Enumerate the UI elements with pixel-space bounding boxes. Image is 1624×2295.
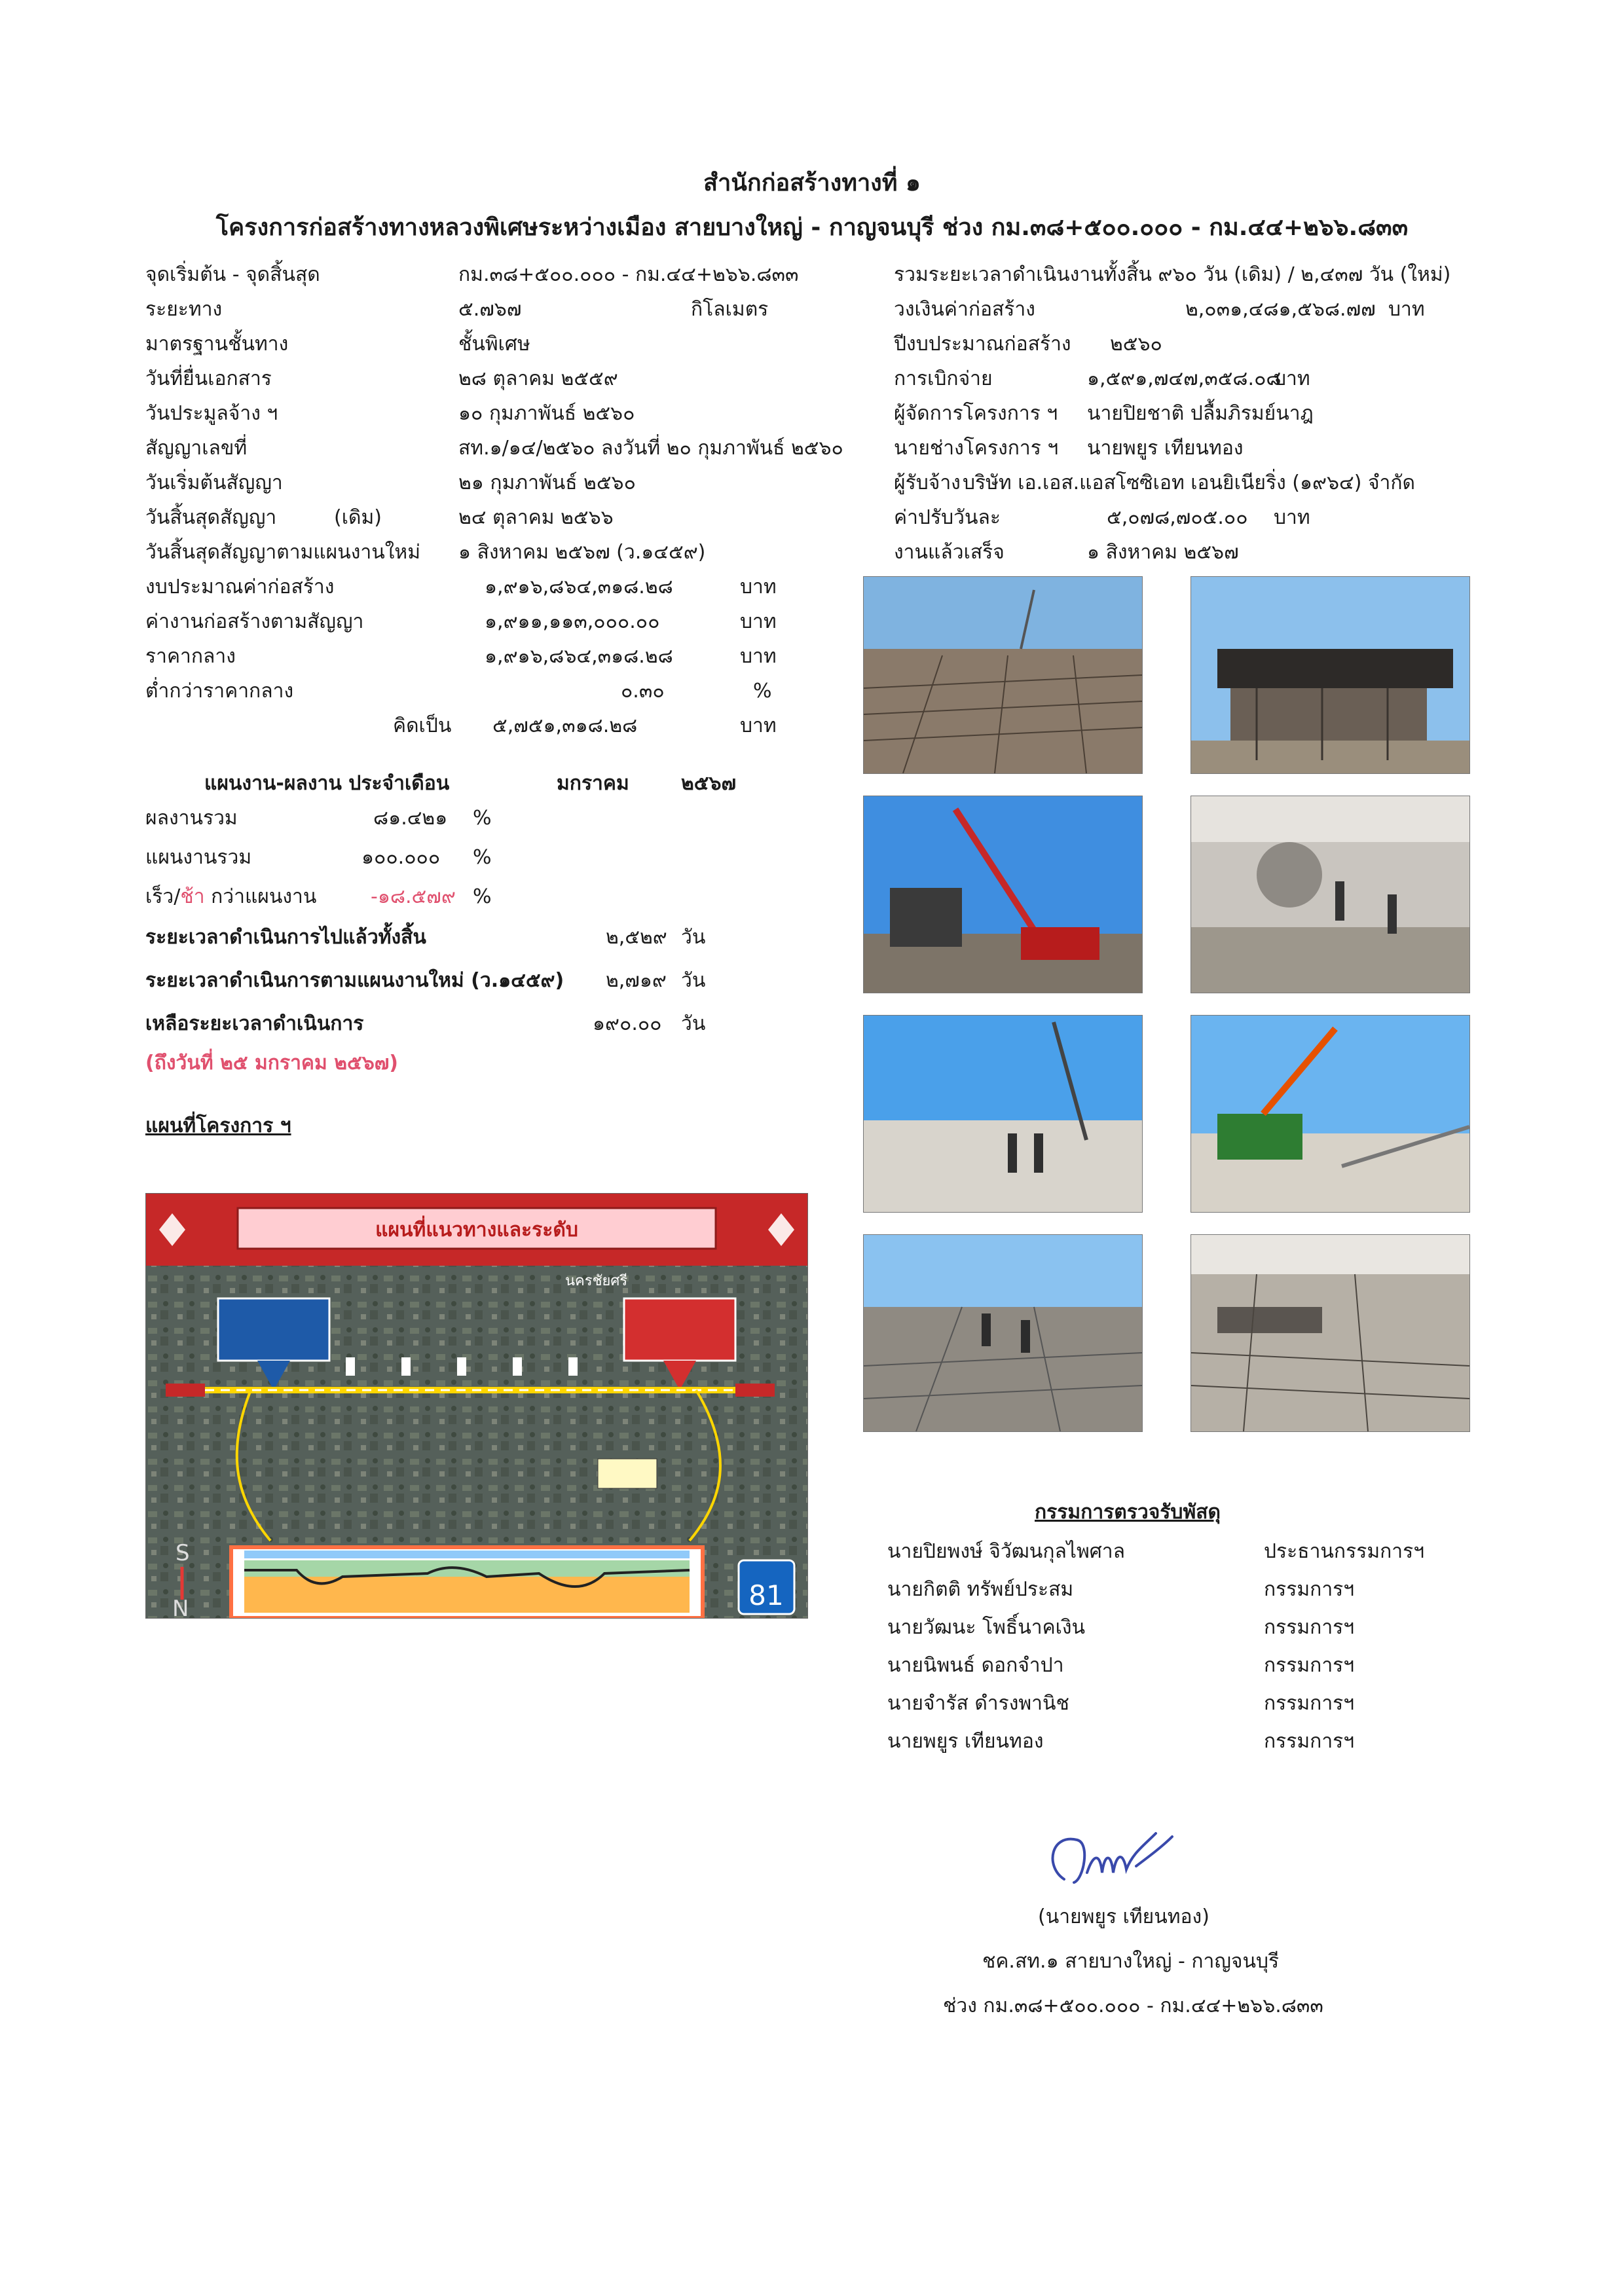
info-label: วันที่ยื่นเอกสาร: [145, 367, 272, 390]
info-value: ๕,๐๗๘,๗๐๕.๐๐: [1107, 506, 1248, 529]
committee-member-role: กรรมการฯ: [1264, 1692, 1355, 1715]
actual-value: ๘๑.๔๒๑: [373, 807, 448, 830]
info-label: วันสิ้นสุดสัญญา: [145, 506, 277, 529]
info-label: วงเงินค่าก่อสร้าง: [894, 298, 1035, 321]
committee-member-role: กรรมการฯ: [1264, 1654, 1355, 1677]
actual-label: ผลงานรวม: [145, 807, 238, 830]
committee-member-role: กรรมการฯ: [1264, 1730, 1355, 1753]
info-label: ระยะทาง: [145, 298, 223, 321]
committee-member-name: นายปิยพงษ์ จิวัฒนกุลไพศาล: [887, 1540, 1126, 1563]
committee-member-role: ประธานกรรมการฯ: [1264, 1540, 1425, 1563]
info-label: สัญญาเลขที่: [145, 437, 248, 460]
duration-value: ๒,๕๒๙: [606, 926, 667, 949]
duration-unit: วัน: [681, 926, 706, 949]
map-heading: แผนที่โครงการ ฯ: [145, 1114, 291, 1137]
info-label: ผู้รับจ้าง: [894, 471, 961, 494]
budget-value: ๑,๙๑๖,๘๖๔,๓๑๘.๒๘: [485, 645, 673, 668]
info-unit: กิโลเมตร: [691, 298, 769, 321]
budget-label: ต่ำกว่าราคากลาง: [145, 680, 294, 703]
budget-total-label: คิดเป็น: [393, 714, 452, 737]
signature-name: (นายพยูร เทียนทอง): [1038, 1905, 1209, 1928]
committee-member-name: นายกิตติ ทรัพย์ประสม: [887, 1578, 1074, 1601]
committee-member-name: นายนิพนธ์ ดอกจำปา: [887, 1654, 1064, 1677]
info-value: ๒,๐๓๑,๔๘๑,๕๖๘.๗๗: [1185, 298, 1376, 321]
info-label: นายช่างโครงการ ฯ: [894, 437, 1059, 460]
budget-unit: %: [753, 680, 772, 703]
info-value: ๑๐ กุมภาพันธ์ ๒๕๖๐: [458, 402, 635, 425]
plan-value: ๑๐๐.๐๐๐: [361, 846, 441, 869]
duration-label: เหลือระยะเวลาดำเนินการ: [145, 1012, 364, 1035]
info-unit: บาท: [1274, 367, 1310, 390]
signature-mark: [1038, 1820, 1189, 1899]
info-unit: บาท: [1274, 506, 1310, 529]
budget-unit: บาท: [740, 645, 777, 668]
info-value: บริษัท เอ.เอส.แอสโซซิเอท เอนยิเนียริ่ง (๑๙๖๔) จำกัด: [963, 471, 1416, 494]
info-value: ๑ สิงหาคม ๒๕๖๗: [1087, 541, 1239, 564]
duration-label: ระยะเวลาดำเนินการไปแล้วทั้งสิ้น: [145, 926, 426, 949]
duration-value: ๑๙๐.๐๐: [593, 1012, 662, 1035]
construction-photo: [1190, 796, 1470, 993]
signature-position: ชค.สท.๑ สายบางใหญ่ - กาญจนบุรี: [982, 1950, 1280, 1973]
info-label: วันเริ่มต้นสัญญา: [145, 471, 283, 494]
as-of-date: (ถึงวันที่ ๒๕ มกราคม ๒๕๖๗): [145, 1052, 399, 1074]
progress-year: ๒๕๖๗: [681, 772, 737, 795]
construction-photo: [863, 796, 1143, 993]
diff-value: -๑๘.๕๗๙: [371, 885, 456, 908]
info-label: ค่าปรับวันละ: [894, 506, 1001, 529]
duration-unit: วัน: [681, 969, 706, 992]
budget-label: ค่างานก่อสร้างตามสัญญา: [145, 610, 364, 633]
info-value: ๕.๗๖๗: [458, 298, 522, 321]
info-label: ผู้จัดการโครงการ ฯ: [894, 402, 1058, 425]
info-label: วันประมูลจ้าง ฯ: [145, 402, 278, 425]
map-graphic: [146, 1194, 807, 1618]
budget-label: งบประมาณค่าก่อสร้าง: [145, 576, 335, 598]
construction-photo: [863, 576, 1143, 774]
construction-photo: [1190, 1015, 1470, 1213]
construction-photo: [863, 1234, 1143, 1432]
diff-slow: ช้า: [180, 885, 205, 908]
info-value: ๒๕๖๐: [1110, 333, 1162, 356]
info-label: จุดเริ่มต้น - จุดสิ้นสุด: [145, 263, 320, 286]
info-value: ๒๔ ตุลาคม ๒๕๖๖: [458, 506, 614, 529]
diff-label: [145, 884, 316, 910]
info-value: ๑,๕๙๑,๗๔๗,๓๕๘.๐๘: [1087, 367, 1282, 390]
committee-member-role: กรรมการฯ: [1264, 1578, 1355, 1601]
info-value: กม.๓๘+๕๐๐.๐๐๐ - กม.๔๔+๒๖๖.๘๓๓: [458, 263, 799, 286]
office-title: สำนักก่อสร้างทางที่ ๑: [703, 170, 921, 196]
budget-unit: บาท: [740, 610, 777, 633]
committee-heading: กรรมการตรวจรับพัสดุ: [1035, 1501, 1221, 1524]
diff-fast: เร็ว/: [145, 885, 181, 908]
signature-section: ช่วง กม.๓๘+๕๐๐.๐๐๐ - กม.๔๔+๒๖๖.๘๓๓: [943, 1994, 1323, 2017]
duration-unit: วัน: [681, 1012, 706, 1035]
info-value: ชั้นพิเศษ: [458, 333, 530, 356]
info-label: รวมระยะเวลาดำเนินงานทั้งสิ้น ๙๖๐ วัน (เดิม) / ๒,๔๓๗ วัน (ใหม่): [894, 263, 1451, 286]
info-label: งานแล้วเสร็จ: [894, 541, 1005, 564]
construction-photo: [1190, 576, 1470, 774]
info-unit: บาท: [1388, 298, 1425, 321]
committee-member-name: นายจำรัส ดำรงพานิช: [887, 1692, 1069, 1715]
info-value: นายปิยชาติ ปลื้มภิรมย์นาฎ: [1087, 402, 1314, 425]
budget-value: ๑,๙๑๑,๑๑๓,๐๐๐.๐๐: [485, 610, 660, 633]
info-label: ปีงบประมาณก่อสร้าง: [894, 333, 1071, 356]
info-value: นายพยูร เทียนทอง: [1087, 437, 1244, 460]
budget-label: ราคากลาง: [145, 645, 236, 668]
info-value: ๒๑ กุมภาพันธ์ ๒๕๖๐: [458, 471, 636, 494]
budget-value: ๑,๙๑๖,๘๖๔,๓๑๘.๒๘: [485, 576, 673, 598]
committee-member-role: กรรมการฯ: [1264, 1616, 1355, 1639]
info-value: ๑ สิงหาคม ๒๕๖๗ (ว.๑๔๕๙): [458, 541, 706, 564]
project-map: [145, 1193, 808, 1619]
duration-label: ระยะเวลาดำเนินการตามแผนงานใหม่ (ว.๑๔๕๙): [145, 969, 564, 992]
budget-total-value: ๕,๗๕๑,๓๑๘.๒๘: [492, 714, 638, 737]
budget-total-unit: บาท: [740, 714, 777, 737]
duration-value: ๒,๗๑๙: [606, 969, 667, 992]
actual-unit: %: [473, 807, 492, 830]
diff-unit: %: [473, 885, 492, 908]
info-label: มาตรฐานชั้นทาง: [145, 333, 289, 356]
compass-n: N: [172, 1596, 189, 1618]
info-label: วันสิ้นสุดสัญญาตามแผนงานใหม่: [145, 541, 420, 564]
construction-photo: [1190, 1234, 1470, 1432]
compass-s: S: [175, 1540, 190, 1566]
plan-label: แผนงานรวม: [145, 846, 252, 869]
diff-rest: กว่าแผนงาน: [204, 885, 317, 908]
committee-member-name: นายวัฒนะ โพธิ์นาคเงิน: [887, 1616, 1086, 1639]
budget-unit: บาท: [740, 576, 777, 598]
plan-unit: %: [473, 846, 492, 869]
project-title: โครงการก่อสร้างทางหลวงพิเศษระหว่างเมือง สายบางใหญ่ - กาญจนบุรี ช่วง กม.๓๘+๕๐๐.๐๐๐ - กม.๔๔+๒๖๖.๘๓๓: [215, 214, 1409, 241]
route-number: 81: [748, 1579, 784, 1611]
info-value: สท.๑/๑๔/๒๕๖๐ ลงวันที่ ๒๐ กุมภาพันธ์ ๒๕๖๐: [458, 437, 843, 460]
construction-photo: [863, 1015, 1143, 1213]
budget-value: ๐.๓๐: [621, 680, 665, 703]
info-label: การเบิกจ่าย: [894, 367, 993, 390]
progress-month: มกราคม: [557, 772, 629, 795]
info-value: ๒๘ ตุลาคม ๒๕๕๙: [458, 367, 618, 390]
map-place-label: นครชัยศรี: [565, 1273, 628, 1289]
map-banner-text: แผนที่แนวทางและระดับ: [375, 1219, 578, 1241]
committee-member-name: นายพยูร เทียนทอง: [887, 1730, 1044, 1753]
progress-heading: แผนงาน-ผลงาน ประจำเดือน: [204, 772, 450, 795]
info-note: (เดิม): [334, 506, 382, 529]
